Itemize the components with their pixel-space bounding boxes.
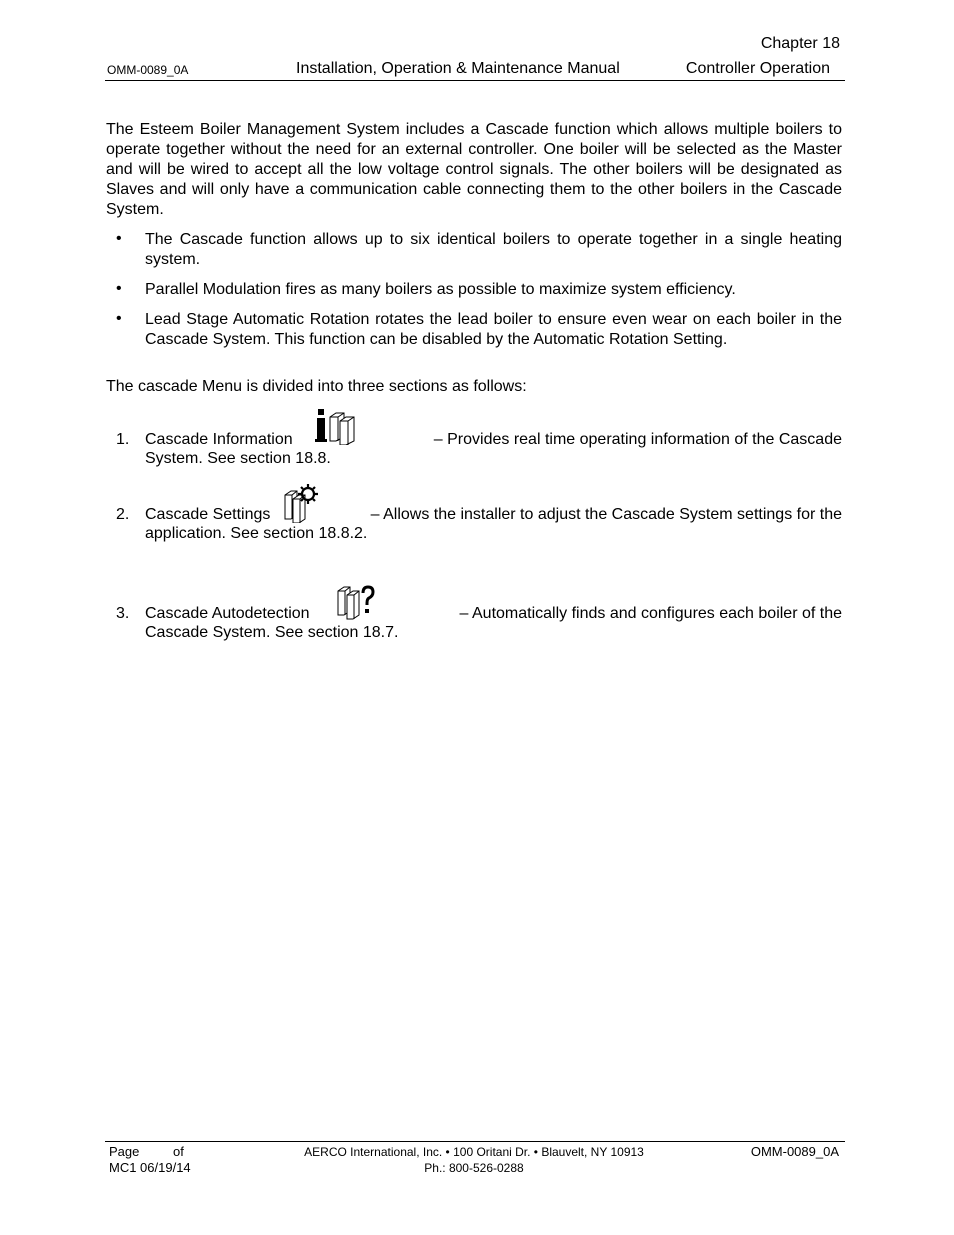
menu-item-name: Cascade Settings xyxy=(145,506,271,523)
footer-page-label: Page xyxy=(109,1144,140,1159)
bullet-item: The Cascade function allows up to six identical boilers to operate together in a single heating system. xyxy=(145,231,842,268)
bullet-dot: • xyxy=(116,280,122,297)
bullet-item: Parallel Modulation fires as many boilers as possible to maximize system efficiency. xyxy=(145,281,736,298)
footer-divider xyxy=(105,1141,845,1142)
footer-doc-number: OMM-0089_0A xyxy=(750,1144,839,1159)
footer-phone: Ph.: 800-526-0288 xyxy=(424,1161,524,1175)
section-title: Controller Operation xyxy=(685,60,830,77)
menu-item-description: – Provides real time operating information of the Cascade xyxy=(433,431,842,448)
list-number: 1. xyxy=(116,431,130,448)
menu-item-name: Cascade Autodetection xyxy=(145,605,310,622)
list-number: 2. xyxy=(116,506,130,523)
bullet-dot: • xyxy=(116,230,122,247)
list-number: 3. xyxy=(116,605,130,622)
intro-paragraph: The Esteem Boiler Management System includes a Cascade function which allows multiple boilers to operate together without the need for an external controller. One boiler will be selected as the Master and will be wired to accept all the low voltage control signals. The other boilers will be designated as Slaves and will only have a communication cable connecting them to the other boilers in the Cascade System. xyxy=(106,121,842,218)
footer-revision: MC1 06/19/14 xyxy=(109,1160,191,1175)
chapter-label: Chapter 18 xyxy=(760,35,840,52)
bullet-item: Lead Stage Automatic Rotation rotates the lead boiler to ensure even wear on each boiler in the Cascade System. This function can be disabled by the Automatic Rotation Setting. xyxy=(145,311,842,348)
menu-item-reference: application. See section 18.8.2. xyxy=(145,525,368,542)
header-doc-number: OMM-0089_0A xyxy=(107,63,189,77)
menu-item-description: – Allows the installer to adjust the Cascade System settings for the xyxy=(370,506,842,523)
bullet-dot: • xyxy=(116,310,122,327)
cascade-autodetection-icon xyxy=(335,583,377,621)
footer-of-label: of xyxy=(173,1144,184,1159)
header-divider xyxy=(105,80,845,81)
menu-item-name: Cascade Information xyxy=(145,431,293,448)
menu-item-reference: Cascade System. See section 18.7. xyxy=(145,624,399,641)
cascade-information-icon xyxy=(314,407,356,445)
cascade-settings-icon xyxy=(283,481,319,523)
menu-item-description: – Automatically finds and configures each boiler of the xyxy=(459,605,842,622)
footer-company-address: AERCO International, Inc. • 100 Oritani Dr. • Blauvelt, NY 10913 xyxy=(304,1145,644,1159)
menu-intro: The cascade Menu is divided into three sections as follows: xyxy=(106,378,527,395)
menu-item-reference: System. See section 18.8. xyxy=(145,450,331,467)
manual-title: Installation, Operation & Maintenance Manual xyxy=(296,60,620,77)
